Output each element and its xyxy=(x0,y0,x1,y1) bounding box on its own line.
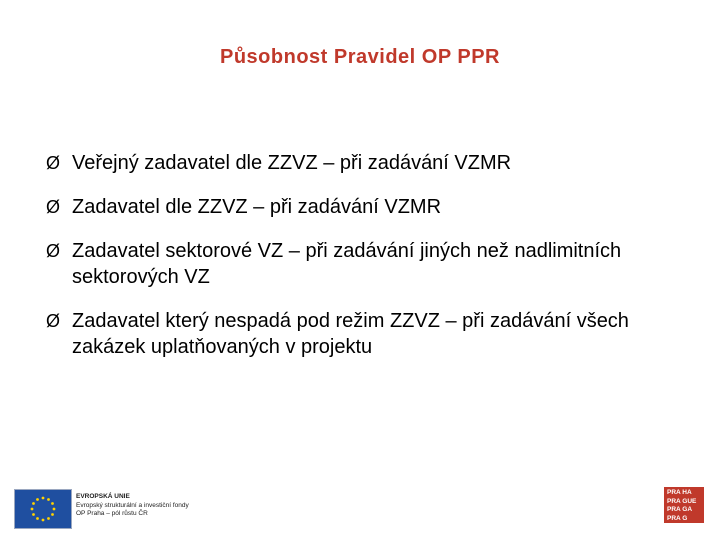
bullet-item xyxy=(46,238,696,290)
bullet-text: Zadavatel dle ZZVZ – při zadávání VZMR xyxy=(72,196,442,218)
praha-logo-line: PRA GA xyxy=(667,506,693,513)
arrow-bullet-icon: Ø xyxy=(46,197,61,217)
eu-caption xyxy=(76,493,216,519)
praha-logo-line: PRA HA xyxy=(667,489,692,496)
bullet-item xyxy=(46,308,696,360)
eu-flag-logo xyxy=(14,489,72,529)
eu-heading: EVROPSKÁ UNIE xyxy=(76,493,130,500)
slide-title: Působnost Pravidel OP PPR xyxy=(220,46,500,68)
arrow-bullet-icon: Ø xyxy=(46,241,61,261)
bullet-text: Veřejný zadavatel dle ZZVZ – při zadávání VZMR xyxy=(72,152,512,174)
bullet-text: Zadavatel který nespadá pod režim ZZVZ – při zadávání všech zakázek uplatňovaných v projektu xyxy=(72,310,629,358)
bullet-list xyxy=(46,150,696,378)
bullet-item xyxy=(46,150,696,176)
bullet-text: Zadavatel sektorové VZ – při zadávání jiných než nadlimitních sektorových VZ xyxy=(72,240,622,288)
praha-logo xyxy=(664,487,704,523)
praha-logo-line: PRA GUE xyxy=(667,497,697,505)
eu-line: OP Praha – pól růstu ČR xyxy=(76,510,148,517)
arrow-bullet-icon: Ø xyxy=(46,153,61,173)
arrow-bullet-icon: Ø xyxy=(46,311,61,331)
praha-logo-line: PRA G xyxy=(667,514,688,522)
eu-stars-icon xyxy=(15,490,71,528)
bullet-item xyxy=(46,194,696,220)
eu-line: Evropský strukturální a investiční fondy xyxy=(76,501,189,509)
